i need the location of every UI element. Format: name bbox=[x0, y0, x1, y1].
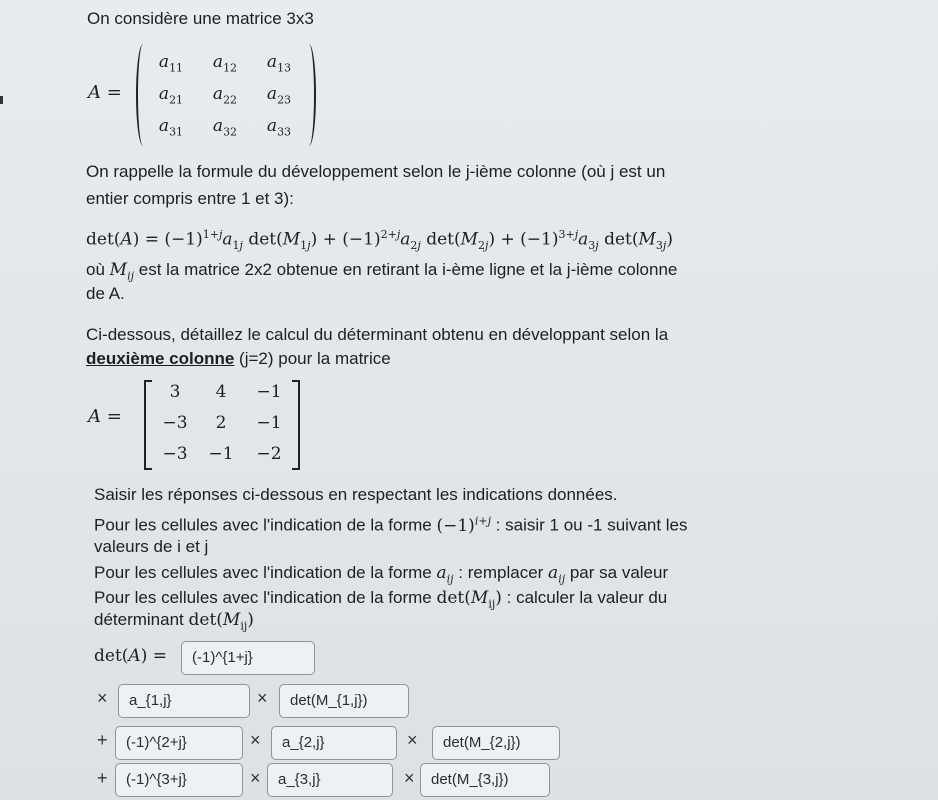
edge-mark bbox=[0, 96, 3, 104]
times-symbol: × bbox=[250, 730, 261, 750]
rappel-line-2: entier compris entre 1 et 3): bbox=[86, 189, 294, 208]
expansion-formula: $\det(A) = (-1)^{1+j}a_{1j}$ $\det(M_{1j}) + (-1)^{2+j}a_{2j}$ $\det(M_{2j}) + (-1)^{3+j}a_{3j}$ $\det(M_{3j})$ bbox=[86, 228, 673, 253]
right-paren bbox=[302, 44, 316, 146]
matrix-cell: 2 bbox=[215, 413, 227, 433]
cell-a22: $a_{22}$ bbox=[212, 84, 238, 107]
matrix-cell: −1 bbox=[256, 382, 282, 402]
instruction-3: Pour les cellules avec l'indication de la forme $\det(M_{ij})$ : calculer la valeur du bbox=[94, 588, 668, 611]
cell-a21: $a_{21}$ bbox=[158, 84, 184, 107]
answer-field-a2j[interactable]: a_{2,j} bbox=[271, 726, 397, 760]
cell-a31: $a_{31}$ bbox=[158, 116, 184, 139]
numeric-matrix bbox=[144, 380, 300, 470]
cell-a12: $a_{12}$ bbox=[212, 52, 238, 75]
ou-line-2: de A. bbox=[86, 284, 125, 303]
plus-symbol: + bbox=[97, 768, 108, 788]
generic-matrix-label: A = bbox=[88, 82, 122, 103]
times-symbol: × bbox=[257, 688, 268, 708]
matrix-cell: −2 bbox=[256, 444, 282, 464]
matrix-cell: 3 bbox=[169, 382, 181, 402]
times-symbol: × bbox=[250, 768, 261, 788]
answer-field-det-m1j[interactable]: det(M_{1,j}) bbox=[279, 684, 409, 718]
cell-a32: $a_{32}$ bbox=[212, 116, 238, 139]
instruction-1-cont: valeurs de i et j bbox=[94, 537, 209, 556]
det-a-label: det(A) = bbox=[94, 646, 167, 666]
generic-matrix bbox=[136, 44, 316, 146]
answer-field-a3j[interactable]: a_{3,j} bbox=[267, 763, 393, 797]
answer-field-sign-3[interactable]: (-1)^{3+j} bbox=[115, 763, 243, 797]
task-line-1: Ci-dessous, détaillez le calcul du déterminant obtenu en développant selon la bbox=[86, 325, 669, 344]
times-symbol: × bbox=[97, 688, 108, 708]
rappel-line-1: On rappelle la formule du développement selon le j-ième colonne (où j est un bbox=[86, 162, 666, 181]
answer-field-det-m2j[interactable]: det(M_{2,j}) bbox=[432, 726, 560, 760]
times-symbol: × bbox=[404, 768, 415, 788]
ou-line-1: où $M_{ij}$ est la matrice 2x2 obtenue en retirant la i-ème ligne et la j-ième colonne bbox=[86, 260, 678, 283]
answer-field-a1j[interactable]: a_{1,j} bbox=[118, 684, 250, 718]
cell-a33: $a_{33}$ bbox=[266, 116, 292, 139]
matrix-cell: −3 bbox=[162, 444, 188, 464]
answer-field-sign-1[interactable]: (-1)^{1+j} bbox=[181, 641, 315, 675]
matrix-label: A = bbox=[88, 406, 122, 427]
answer-field-det-m3j[interactable]: det(M_{3,j}) bbox=[420, 763, 550, 797]
instruction-2: Pour les cellules avec l'indication de la forme $a_{ij}$ : remplacer $a_{ij}$ par sa valeur bbox=[94, 563, 669, 586]
intro-text: On considère une matrice 3x3 bbox=[87, 9, 314, 28]
matrix-cell: −1 bbox=[208, 444, 234, 464]
times-symbol: × bbox=[407, 730, 418, 750]
matrix-cell: −3 bbox=[162, 413, 188, 433]
task-line-2: deuxième colonne (j=2) pour la matrice bbox=[86, 349, 391, 368]
instruction-1: Pour les cellules avec l'indication de la forme $(-1)^{i+j}$ : saisir 1 ou -1 suivant les bbox=[94, 514, 688, 536]
matrix-cell: 4 bbox=[215, 382, 227, 402]
cell-a11: $a_{11}$ bbox=[158, 52, 184, 75]
cell-a23: $a_{23}$ bbox=[266, 84, 292, 107]
instruction-3-cont: déterminant $\det(M_{ij})$ bbox=[94, 610, 254, 633]
plus-symbol: + bbox=[97, 730, 108, 750]
answer-field-sign-2[interactable]: (-1)^{2+j} bbox=[115, 726, 243, 760]
instructions-title: Saisir les réponses ci-dessous en respectant les indications données. bbox=[94, 485, 618, 504]
cell-a13: $a_{13}$ bbox=[266, 52, 292, 75]
matrix-cell: −1 bbox=[256, 413, 282, 433]
